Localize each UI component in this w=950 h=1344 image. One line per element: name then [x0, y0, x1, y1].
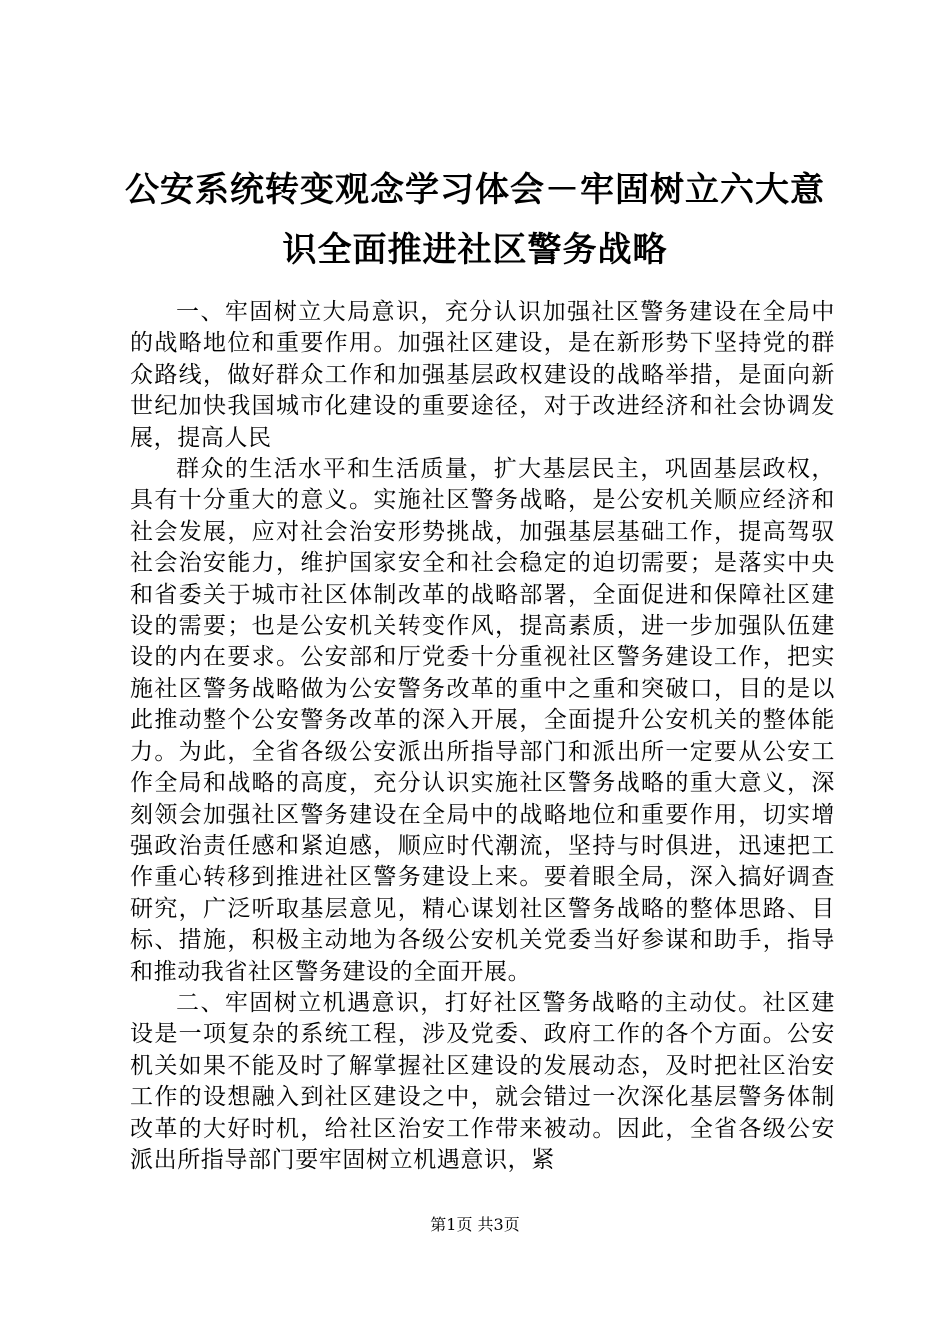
- title-line-1: 公安系统转变观念学习体会－牢固树立六大意: [125, 170, 825, 210]
- document-title: [100, 160, 850, 280]
- paragraph: 一、牢固树立大局意识，充分认识加强社区警务建设在全局中的战略地位和重要作用。加强社区建设，是在新形势下坚持党的群众路线，做好群众工作和加强基层政权建设的战略举措，是面向新世纪加快我国城市化建设的重要途径，对于改进经济和社会协调发展，提高人民: [130, 299, 835, 451]
- paragraph: 群众的生活水平和生活质量，扩大基层民主，巩固基层政权，具有十分重大的意义。实施社区警务战略，是公安机关顺应经济和社会发展，应对社会治安形势挑战，加强基层基础工作，提高驾驭社会治安能力，维护国家安全和社会稳定的迫切需要；是落实中央和省委关于城市社区体制改革的战略部署，全面促进和保障社区建设的需要；也是公安机关转变作风，提高素质，进一步加强队伍建设的内在要求。公安部和厅党委十分重视社区警务建设工作，把实施社区警务战略做为公安警务改革的重中之重和突破口，目的是以此推动整个公安警务改革的深入开展，全面提升公安机关的整体能力。为此，全省各级公安派出所指导部门和派出所一定要从公安工作全局和战略的高度，充分认识实施社区警务战略的重大意义，深刻领会加强社区警务建设在全局中的战略地位和重要作用，切实增强政治责任感和紧迫感，顺应时代潮流，坚持与时俱进，迅速把工作重心转移到推进社区警务建设上来。要着眼全局，深入搞好调查研究，广泛听取基层意见，精心谋划社区警务战略的整体思路、目标、措施，积极主动地为各级公安机关党委当好参谋和助手，指导和推动我省社区警务建设的全面开展。: [130, 456, 835, 985]
- title-line-2: 识全面推进社区警务战略: [282, 230, 668, 270]
- paragraph: 二、牢固树立机遇意识，打好社区警务战略的主动仗。社区建设是一项复杂的系统工程，涉及党委、政府工作的各个方面。公安机关如果不能及时了解掌握社区建设的发展动态，及时把社区治安工作的设想融入到社区建设之中，就会错过一次深化基层警务体制改革的大好时机，给社区治安工作带来被动。因此，全省各级公安派出所指导部门要牢固树立机遇意识，紧: [130, 989, 835, 1173]
- page-footer: 第1页 共3页: [430, 1215, 520, 1234]
- document-body: [130, 297, 835, 1176]
